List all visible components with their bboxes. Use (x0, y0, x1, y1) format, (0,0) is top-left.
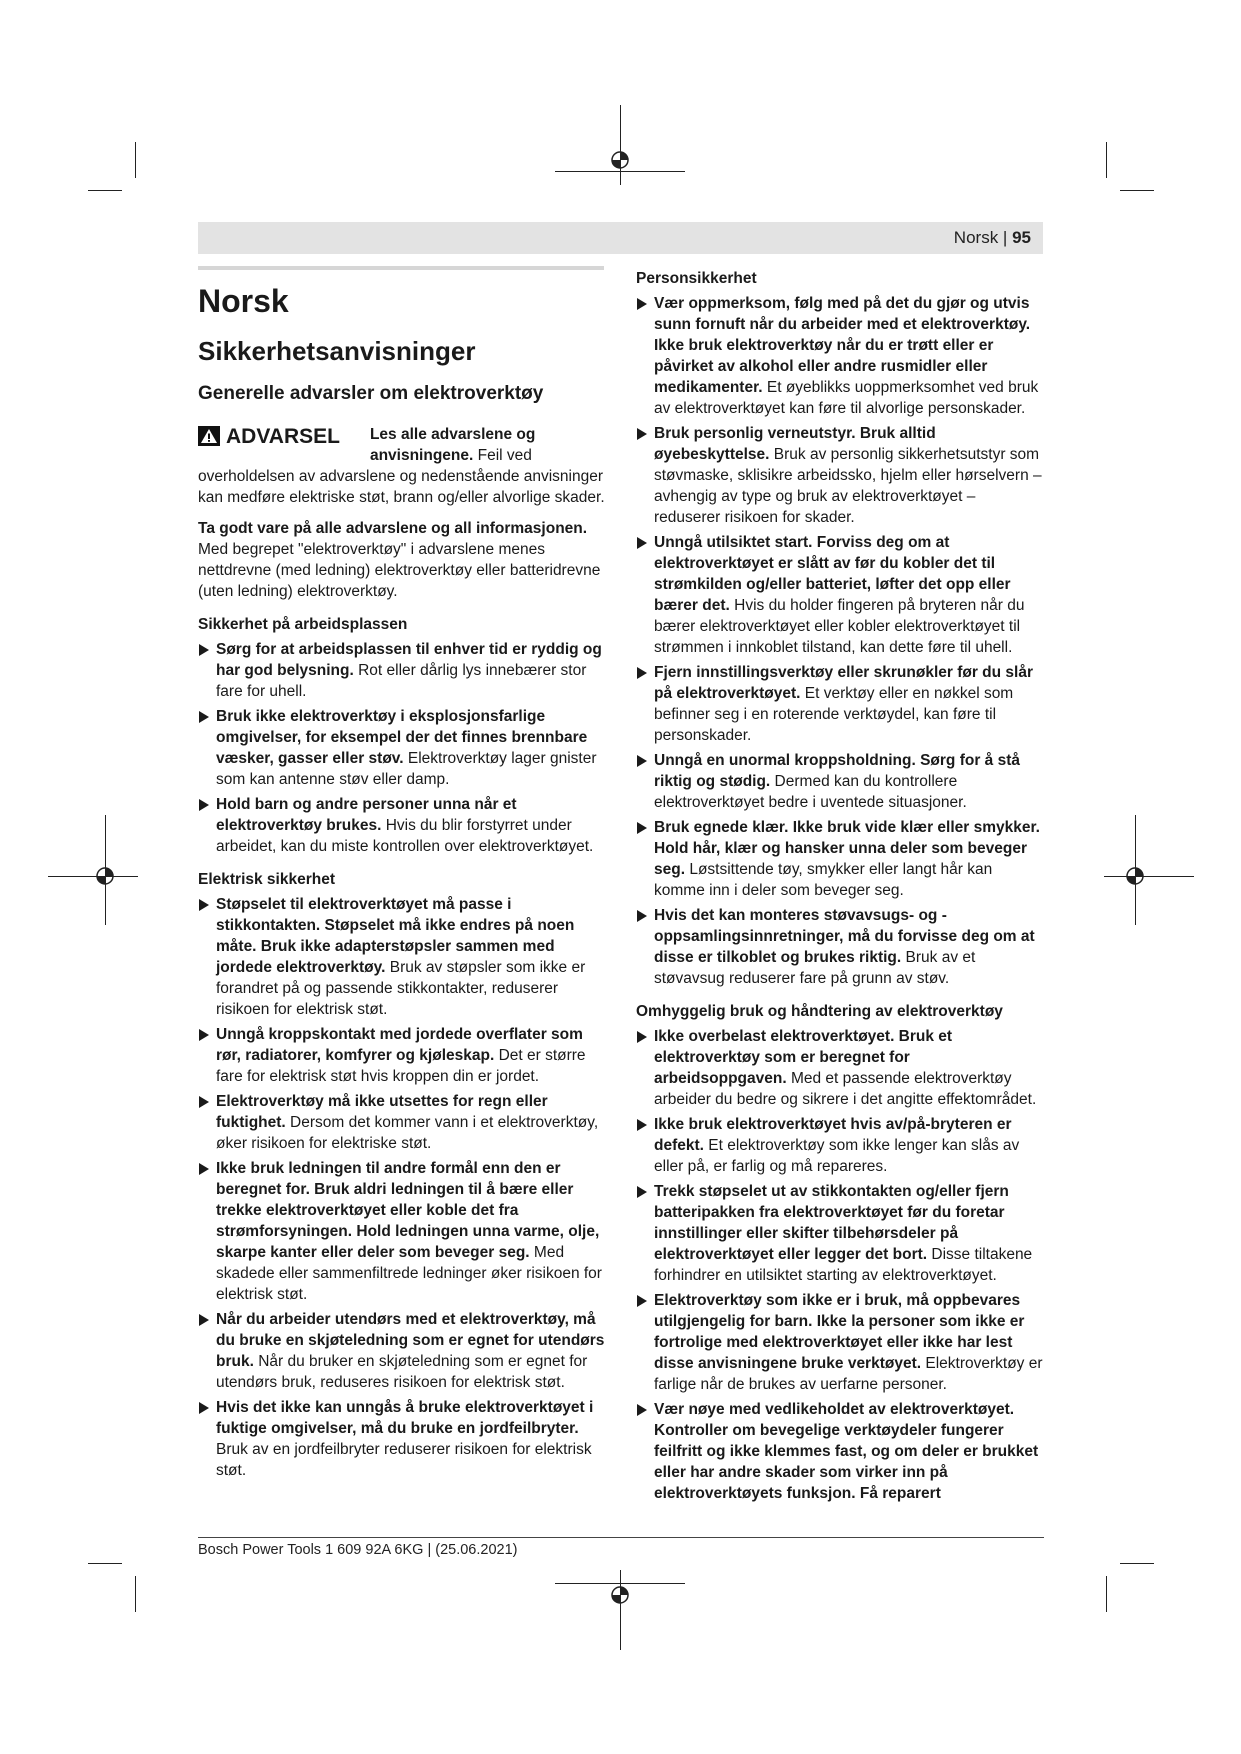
list-item (636, 817, 1044, 901)
list-item (636, 293, 1044, 419)
warning-badge (198, 424, 340, 448)
item-text: Bruk av personlig sikkerhetsutstyr som støvmaske, sklisikre arbeidssko, hjelm eller hørselvern – avhengig av type og bruk av elektroverktøyet – reduserer risikoen for skader. (654, 446, 1042, 526)
bullet-triangle-icon (637, 537, 647, 549)
item-bold: Sørg for at arbeidsplassen til enhver tid er ryddig og har god belysning. (216, 641, 602, 680)
crop-mark (1120, 1563, 1154, 1564)
crop-mark (88, 1563, 122, 1564)
item-text: Hvis du holder fingeren på bryteren når du bærer elektroverktøyet eller kobler elektroverktøyet til strømmen i innkoblet tilstand, kan dette føre til uhell. (654, 597, 1025, 656)
item-text: Dermed kan du kontrollere elektroverktøyet bedre i uventede situasjoner. (654, 773, 967, 811)
section-workplace (198, 614, 608, 857)
bullet-triangle-icon (637, 1404, 647, 1416)
section-electrical (198, 869, 608, 1481)
bullet-triangle-icon (199, 1029, 209, 1041)
list-item (198, 1024, 608, 1087)
item-text: Når du bruker en skjøteledning som er egnet for utendørs bruk, reduseres risikoen for elektrisk støt. (216, 1353, 588, 1392)
section-heading: Omhyggelig bruk og håndtering av elektroverktøy (636, 1003, 1003, 1020)
bullet-triangle-icon (199, 899, 209, 911)
bullet-triangle-icon (199, 1096, 209, 1108)
bullet-triangle-icon (199, 644, 209, 656)
page-header (198, 222, 1043, 254)
warning-triangle-icon (198, 426, 220, 446)
item-text: Et elektroverktøy som ikke lenger kan slås av eller på, er farlig og må repareres. (654, 1137, 1020, 1175)
warning-lead: Les alle advarslene og anvisningene. (369, 426, 536, 465)
item-text: Det er større fare for elektrisk støt hvis kroppen din er jordet. (216, 1047, 586, 1086)
item-bold: Bruk egnede klær. Ikke bruk vide klær eller smykker. Hold hår, klær og hansker unna deler som beveger seg. (654, 819, 1040, 878)
item-text: Rot eller dårlig lys innebærer stor fare for uhell. (216, 662, 587, 701)
page-title: Sikkerhetsanvisninger (198, 336, 476, 367)
footer-rule (198, 1537, 1044, 1538)
item-bold: Fjern innstillingsverktøy eller skrunøkler før du slår på elektroverktøyet. (654, 664, 1034, 702)
bullet-triangle-icon (637, 822, 647, 834)
bullet-triangle-icon (637, 428, 647, 440)
bullet-triangle-icon (199, 1314, 209, 1326)
item-bold: Støpselet til elektroverktøyet må passe i stikkontakten. Støpselet må ikke endres på noen måte. Bruk ikke adapterstøpsler sammen med jordede elektroverktøy. (216, 896, 575, 977)
item-bold: Unngå utilsiktet start. Forviss deg om at elektroverktøyet er slått av før du kobler det til strømkilden og/eller batteriet, løfter det opp eller bærer det. (654, 534, 1011, 614)
section-personal-safety (636, 268, 1044, 989)
list-item (198, 1091, 608, 1154)
list-item (636, 1114, 1044, 1177)
header-label (954, 228, 1031, 248)
registration-mark-icon (1123, 864, 1147, 888)
bullet-triangle-icon (199, 799, 209, 811)
list-item (636, 750, 1044, 813)
item-bold: Ikke bruk ledningen til andre formål enn den er beregnet for. Bruk aldri ledningen til å bære eller trekke elektroverktøyet eller koble det fra strømforsyningen. Hold ledningen unna varme, olje, skarpe kanter eller deler som beveger seg. (216, 1160, 600, 1262)
crop-mark (1120, 190, 1154, 191)
bullet-triangle-icon (199, 711, 209, 723)
definition-text: Med begrepet "elektroverktøy" i advarslene menes nettdrevne (med ledning) elektroverktøy eller batteridrevne (uten ledning) elektroverktøy. (198, 541, 601, 601)
item-text: Bruk av støpsler som ikke er forandret på og passende stikkontakter, reduserer risikoen for elektrisk støt. (216, 959, 586, 1019)
item-bold: Trekk støpselet ut av stikkontakten og/eller fjern batteripakken fra elektroverktøyet før du foretar innstillinger eller skifter tilbehørsdeler på elektroverktøyet eller legger det bort. (654, 1183, 1009, 1263)
list-item (636, 1181, 1044, 1286)
list-item (198, 894, 608, 1020)
bullet-triangle-icon (637, 1119, 647, 1131)
item-bold: Unngå kroppskontakt med jordede overflater som rør, radiatorer, komfyrer og kjøleskap. (216, 1026, 583, 1065)
list-item (636, 423, 1044, 528)
item-bold: Bruk personlig verneutstyr. Bruk alltid øyebeskyttelse. (654, 425, 936, 463)
language-heading: Norsk (198, 283, 289, 319)
right-column (636, 268, 1044, 1504)
crop-mark (620, 1570, 621, 1650)
item-text: Elektroverktøy lager gnister som kan antenne støv eller damp. (216, 750, 597, 789)
list-item (198, 639, 608, 702)
registration-mark-icon (608, 148, 632, 172)
crop-mark (1106, 142, 1107, 178)
item-text: Elektroverktøy er farlige når de brukes av uerfarne personer. (654, 1355, 1043, 1393)
item-bold: Vær nøye med vedlikeholdet av elektroverktøyet. Kontroller om bevegelige verktøydeler fungerer feilfritt og ikke klemmes fast, og om deler er brukket eller har andre skader som virker inn på elektroverktøyets funksjon. Få reparert (654, 1401, 1039, 1502)
crop-mark (1104, 876, 1194, 877)
item-text: Bruk av en jordfeilbryter reduserer risikoen for elektrisk støt. (216, 1441, 592, 1480)
section-heading: Elektrisk sikkerhet (198, 871, 336, 889)
list-item (198, 1397, 608, 1481)
bullet-triangle-icon (637, 910, 647, 922)
item-bold: Når du arbeider utendørs med et elektroverktøy, må du bruke en skjøteledning som er egnet for utendørs bruk. (216, 1311, 605, 1371)
item-bold: Ikke bruk elektroverktøyet hvis av/på-bryteren er defekt. (654, 1116, 1012, 1154)
crop-mark (135, 1576, 136, 1612)
bullet-triangle-icon (637, 1186, 647, 1198)
item-bold: Hvis det ikke kan unngås å bruke elektroverktøyet i fuktige omgivelser, må du bruke en jordfeilbryter. (216, 1399, 594, 1438)
list-item (636, 532, 1044, 658)
item-text: Disse tiltakene forhindrer en utilsiktet starting av elektroverktøyet. (654, 1246, 1033, 1284)
item-text: Bruk av et støvavsug reduserer fare på grunn av støv. (654, 949, 976, 987)
item-bold: Unngå en unormal kroppsholdning. Sørg for å stå riktig og stødig. (654, 752, 1020, 790)
item-text: Et øyeblikks uoppmerksomhet ved bruk av elektroverktøyet kan føre til alvorlige personskader. (654, 379, 1039, 417)
item-text: Med skadede eller sammenfiltrede ledninger øker risikoen for elektrisk støt. (216, 1244, 602, 1304)
registration-mark-icon (608, 1583, 632, 1607)
bullet-triangle-icon (637, 298, 647, 310)
header-section: Norsk (953, 228, 999, 247)
crop-mark (135, 142, 136, 178)
bullet-triangle-icon (637, 1031, 647, 1043)
item-bold: Hvis det kan monteres støvavsugs- og -oppsamlingsinnretninger, må du forvisse deg om at disse er tilkoblet og brukes riktig. (654, 907, 1035, 966)
list-item (198, 706, 608, 790)
item-bold: Ikke overbelast elektroverktøyet. Bruk et elektroverktøy som er beregnet for arbeidsoppgaven. (654, 1028, 953, 1087)
list-item (636, 1026, 1044, 1110)
list-item (636, 905, 1044, 989)
subtitle: Generelle advarsler om elektroverktøy (198, 382, 544, 404)
warning-label: ADVARSEL (226, 424, 340, 448)
item-text: Dersom det kommer vann i et elektroverktøy, øker risikoen for elektriske støt. (216, 1114, 599, 1153)
list-item (636, 662, 1044, 746)
bullet-triangle-icon (637, 755, 647, 767)
bullet-triangle-icon (637, 1295, 647, 1307)
list-item (636, 1290, 1044, 1395)
list-item (198, 794, 608, 857)
bullet-triangle-icon (637, 667, 647, 679)
crop-mark (620, 105, 621, 185)
section-heading: Personsikkerhet (636, 270, 757, 287)
item-bold: Hold barn og andre personer unna når et elektroverktøy brukes. (216, 796, 517, 835)
left-column (198, 266, 608, 1481)
page-number: 95 (1012, 228, 1031, 247)
item-bold: Bruk ikke elektroverktøy i eksplosjonsfarlige omgivelser, for eksempel der det finnes brennbare væsker, gasser eller støv. (216, 708, 588, 768)
page-footer: Bosch Power Tools 1 609 92A 6KG | (25.06.2021) (198, 1542, 518, 1558)
crop-mark (88, 190, 122, 191)
keep-note: Ta godt vare på alle advarslene og all informasjonen. (198, 520, 588, 538)
list-item (198, 1309, 608, 1393)
header-separator: | (998, 228, 1013, 247)
crop-mark (1106, 1576, 1107, 1612)
item-text: Hvis du blir forstyrret under arbeidet, kan du miste kontrollen over elektroverktøyet. (216, 817, 594, 856)
section-careful-use (636, 1001, 1044, 1504)
item-bold: Elektroverktøy som ikke er i bruk, må oppbevares utilgjengelig for barn. Ikke la personer som ikke er fortrolige med elektroverktøyet eller ikke har lest disse anvisningene bruke verktøyet. (654, 1292, 1025, 1372)
item-text: Et verktøy eller en nøkkel som befinner seg i en roterende verktøydel, kan føre til personskader. (654, 685, 1014, 744)
list-item (198, 1158, 608, 1305)
section-heading: Sikkerhet på arbeidsplassen (198, 616, 408, 634)
item-text: Løstsittende tøy, smykker eller langt hår kan komme inn i deler som beveger seg. (654, 861, 993, 899)
bullet-triangle-icon (199, 1402, 209, 1414)
list-item (636, 1399, 1044, 1504)
item-bold: Elektroverktøy må ikke utsettes for regn eller fuktighet. (216, 1093, 548, 1132)
item-text: Med et passende elektroverktøy arbeider du bedre og sikrere i det angitte effektområdet. (654, 1070, 1037, 1108)
registration-mark-icon (93, 864, 117, 888)
bullet-triangle-icon (199, 1163, 209, 1175)
item-bold: Vær oppmerksom, følg med på det du gjør og utvis sunn fornuft når du arbeider med et elektroverktøy. Ikke bruk elektroverktøy når du er trøtt eller er påvirket av alkohol eller andre rusmidler eller medikamenter. (654, 295, 1031, 396)
warning-text: Feil ved overholdelsen av advarslene og nedenstående anvisninger kan medføre elektriske støt, brann og/eller alvorlige skader. (198, 447, 605, 507)
warning-block (198, 424, 608, 508)
